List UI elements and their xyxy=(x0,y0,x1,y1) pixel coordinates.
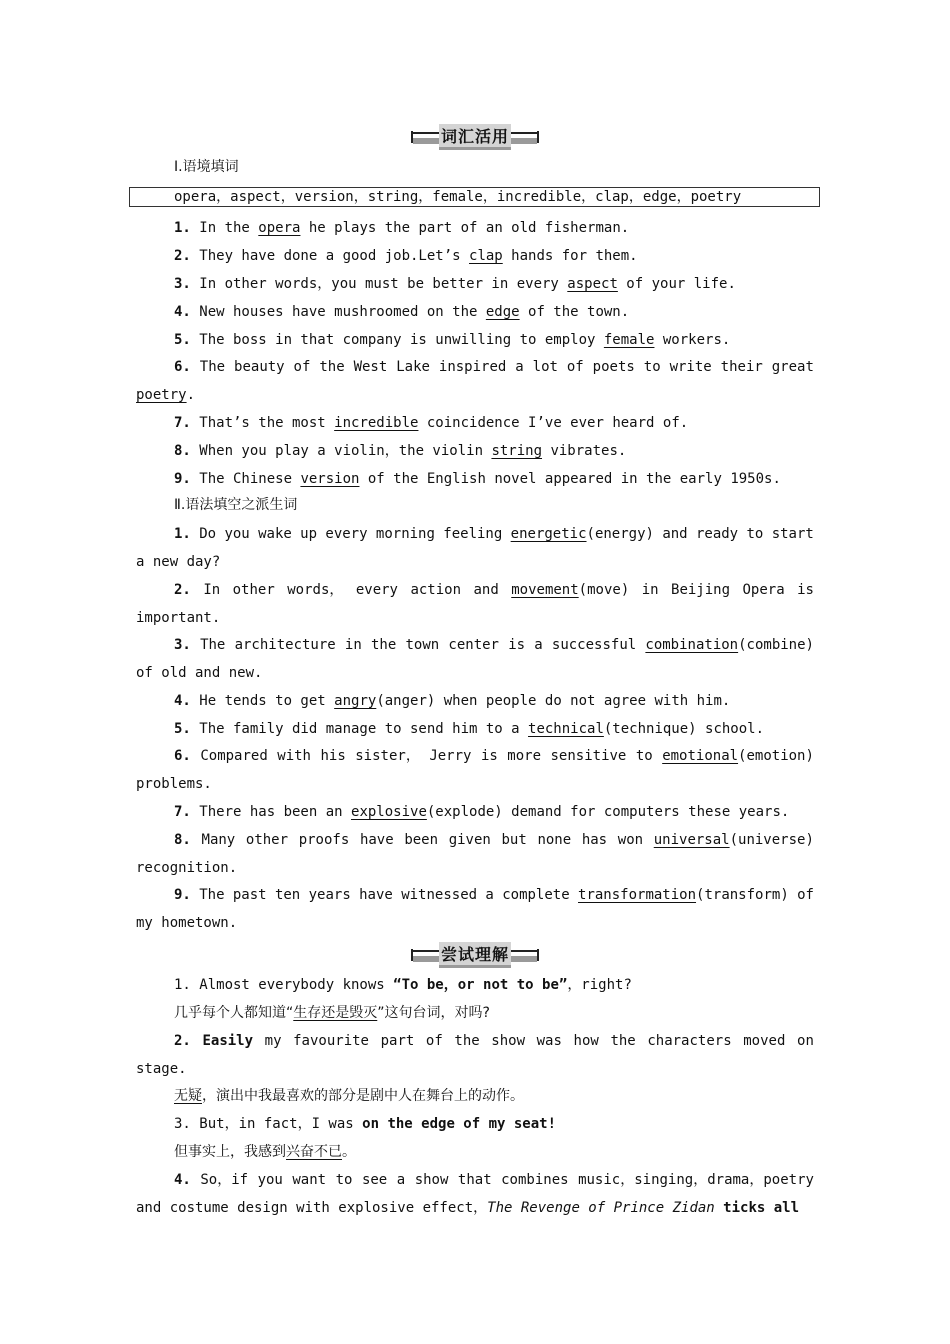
word: to xyxy=(335,1172,353,1188)
word: other xyxy=(232,582,275,598)
section-header-vocabulary xyxy=(0,122,950,152)
exercise-line-justified xyxy=(174,524,814,544)
word: Jerry xyxy=(429,748,472,764)
word: center xyxy=(448,637,499,653)
word: Compared xyxy=(200,748,268,764)
word: a xyxy=(515,359,524,375)
word: Opera xyxy=(742,582,785,598)
word: past xyxy=(232,887,267,903)
exercise-line-continued: poetry. xyxy=(136,387,196,403)
exercise-line-continued: recognition. xyxy=(136,860,238,876)
sentence-1-cn: 几乎每个人都知道“生存还是毁灭”这句台词，对吗? xyxy=(174,1005,490,1021)
word: transformation(transform) xyxy=(578,887,789,903)
word: proofs xyxy=(298,832,350,848)
answer-word: emotional xyxy=(662,748,739,764)
item-number: 9. xyxy=(174,471,191,487)
exercise-line: 4. He tends to get angry(anger) when people do not agree with him. xyxy=(174,693,731,709)
word: to xyxy=(746,526,764,542)
answer-word: transformation xyxy=(578,887,697,903)
word: write xyxy=(669,359,712,375)
word: Many xyxy=(201,832,236,848)
exercise-line-continued: a new day? xyxy=(136,554,221,570)
exercise-line: 5. The family did manage to send him to a technical(technique) school. xyxy=(174,721,765,737)
answer-word: aspect xyxy=(567,276,618,292)
word: but xyxy=(501,832,527,848)
word: In xyxy=(203,582,221,598)
word: 3. xyxy=(174,637,191,653)
word: their xyxy=(720,359,763,375)
word: have xyxy=(359,832,394,848)
word: the xyxy=(370,637,397,653)
word: So，if xyxy=(200,1172,249,1188)
word: that xyxy=(457,1172,492,1188)
word: town xyxy=(405,637,440,653)
word: with xyxy=(277,748,311,764)
exercise-line: 8. When you play a violin，the violin string vibrates. xyxy=(174,443,627,459)
word: wake xyxy=(258,526,292,542)
word: ten xyxy=(274,887,301,903)
item-number: 1. xyxy=(174,220,191,236)
sentence-2-en-line2: stage. xyxy=(136,1061,187,1077)
answer-word: angry xyxy=(334,693,377,709)
word: every xyxy=(325,526,368,542)
exercise-line-justified xyxy=(174,357,814,377)
section-header-text: 尝试理解 xyxy=(439,942,511,968)
word: was xyxy=(536,1033,562,1049)
item-number: 7. xyxy=(174,804,191,820)
word: in xyxy=(641,582,659,598)
word: my xyxy=(264,1033,282,1049)
word: show xyxy=(414,1172,449,1188)
word: 6. xyxy=(174,748,191,764)
exercise-line-justified xyxy=(174,635,814,655)
word: more xyxy=(507,748,542,764)
section-header-understanding xyxy=(0,940,950,970)
word: The xyxy=(199,887,225,903)
word: has xyxy=(581,832,608,848)
word: a xyxy=(534,637,543,653)
sentence-2-en-line1 xyxy=(174,1031,814,1051)
answer-word: string xyxy=(491,443,543,459)
word: 2. xyxy=(174,1033,191,1049)
word: Easily xyxy=(202,1033,254,1049)
word: you xyxy=(224,526,250,542)
sentence-3-cn: 但事实上，我感到兴奋不已。 xyxy=(174,1144,356,1160)
word: to xyxy=(635,748,653,764)
sentence-1-en: 1. Almost everybody knows “To be，or not to be”，right? xyxy=(174,977,632,993)
sentence-4-line2: and costume design with explosive effect，The Revenge of Prince Zidan ticks all xyxy=(136,1200,800,1216)
word: emotional(emotion) xyxy=(662,748,814,764)
answer-word: movement xyxy=(511,582,579,598)
word-bank-box xyxy=(129,187,820,207)
word: up xyxy=(300,526,318,542)
answer-word: combination xyxy=(645,637,739,653)
part1-title: Ⅰ.语境填词 xyxy=(174,159,239,175)
word: great xyxy=(771,359,814,375)
word: feeling xyxy=(443,526,503,542)
exercise-line-justified xyxy=(174,885,814,905)
word: other xyxy=(245,832,289,848)
exercise-line: 5. The boss in that company is unwilling to employ female workers. xyxy=(174,332,731,348)
word: want xyxy=(292,1172,327,1188)
word: every xyxy=(355,582,398,598)
word: is xyxy=(480,748,498,764)
word: architecture xyxy=(234,637,336,653)
sentence-3-en: 3. But，in fact，I was on the edge of my seat! xyxy=(174,1116,557,1132)
word: a xyxy=(485,887,494,903)
word: lot xyxy=(532,359,558,375)
word: the xyxy=(319,359,345,375)
word: his xyxy=(320,748,346,764)
word: the xyxy=(610,1033,636,1049)
item-number: 7. xyxy=(174,415,191,431)
answer-word: poetry xyxy=(136,387,187,403)
item-number: 8. xyxy=(174,443,191,459)
answer-word: energetic xyxy=(510,526,587,542)
word: 4. xyxy=(174,1172,191,1188)
word: 1. xyxy=(174,526,191,542)
word: movement(move) xyxy=(511,582,630,598)
word: how xyxy=(573,1033,599,1049)
word: favourite xyxy=(293,1033,369,1049)
word: given xyxy=(448,832,491,848)
exercise-line: 3. In other words，you must be better in every aspect of your life. xyxy=(174,276,736,292)
item-number: 4. xyxy=(174,304,191,320)
word: to xyxy=(643,359,661,375)
answer-word: explosive xyxy=(351,804,427,820)
word: characters xyxy=(647,1033,732,1049)
answer-word: version xyxy=(300,471,360,487)
word: won xyxy=(617,832,644,848)
word: combines xyxy=(501,1172,569,1188)
word: 8. xyxy=(174,832,191,848)
word: years xyxy=(308,887,351,903)
answer-word: edge xyxy=(485,304,520,320)
exercise-line: 1. In the opera he plays the part of an old fisherman. xyxy=(174,220,630,236)
word: moved xyxy=(743,1033,786,1049)
word: universal(universe) xyxy=(653,832,814,848)
word: none xyxy=(537,832,572,848)
answer-word: clap xyxy=(469,248,503,264)
word: words， xyxy=(287,582,344,598)
exercise-line-continued: important. xyxy=(136,610,221,626)
word: beauty xyxy=(234,359,285,375)
word: 9. xyxy=(174,887,191,903)
word: of xyxy=(425,1033,443,1049)
word: a xyxy=(396,1172,406,1188)
word: show xyxy=(491,1033,526,1049)
answer-word: universal xyxy=(653,832,730,848)
word: morning xyxy=(375,526,435,542)
exercise-line-justified xyxy=(174,746,814,766)
word: been xyxy=(404,832,439,848)
word: West xyxy=(353,359,388,375)
word: 2. xyxy=(174,582,191,598)
word: Do xyxy=(199,526,217,542)
word: energetic(energy) xyxy=(510,526,654,542)
word: The xyxy=(199,359,226,375)
word: the xyxy=(454,1033,480,1049)
word: 6. xyxy=(174,359,191,375)
word: ready xyxy=(695,526,739,542)
word: see xyxy=(361,1172,388,1188)
sentence-2-cn: 无疑，演出中我最喜欢的部分是剧中人在舞台上的动作。 xyxy=(174,1088,524,1104)
word: is xyxy=(797,582,814,598)
word: Lake xyxy=(396,359,430,375)
part2-title: Ⅱ.语法填空之派生词 xyxy=(174,497,298,513)
word: and xyxy=(662,526,688,542)
word: witnessed xyxy=(401,887,478,903)
word: part xyxy=(380,1033,415,1049)
word: of xyxy=(293,359,311,375)
item-number: 3. xyxy=(174,276,191,292)
item-number: 4. xyxy=(174,693,191,709)
word: in xyxy=(344,637,362,653)
word: inspired xyxy=(438,359,507,375)
word: sensitive xyxy=(550,748,627,764)
word: of xyxy=(797,887,814,903)
word: on xyxy=(797,1033,814,1049)
exercise-line-continued: problems. xyxy=(136,776,212,792)
exercise-line: 4. New houses have mushroomed on the edge of the town. xyxy=(174,304,630,320)
word: poets xyxy=(592,359,635,375)
sentence-4-line1 xyxy=(174,1170,814,1190)
section-header-text: 词汇活用 xyxy=(439,124,511,150)
word: of xyxy=(566,359,584,375)
word: The xyxy=(200,637,226,653)
word: complete xyxy=(502,887,570,903)
word: action xyxy=(410,582,462,598)
item-number: 2. xyxy=(174,248,191,264)
word: you xyxy=(257,1172,283,1188)
answer-word: technical xyxy=(528,721,604,737)
exercise-line: 7. There has been an explosive(explode) demand for computers these years. xyxy=(174,804,790,820)
exercise-line-justified xyxy=(174,580,814,600)
word: start xyxy=(771,526,814,542)
answer-word: incredible xyxy=(334,415,419,431)
word: music，singing，drama，poetry xyxy=(578,1172,814,1188)
word-bank: opera，aspect，version，string，female，incredible，clap，edge，poetry xyxy=(174,189,742,205)
word: combination(combine) xyxy=(645,637,814,653)
exercise-line-continued: my hometown. xyxy=(136,915,238,931)
word: and xyxy=(473,582,499,598)
exercise-line: 7. That’s the most incredible coincidence I’ve ever heard of. xyxy=(174,415,689,431)
word: Beijing xyxy=(671,582,731,598)
word: successful xyxy=(551,637,637,653)
exercise-line-continued: of old and new. xyxy=(136,665,263,681)
exercise-line: 2. They have done a good job.Let’s clap hands for them. xyxy=(174,248,638,264)
word: sister， xyxy=(355,748,420,764)
answer-word: opera xyxy=(258,220,301,236)
item-number: 5. xyxy=(174,721,191,737)
word: have xyxy=(359,887,393,903)
item-number: 5. xyxy=(174,332,191,348)
answer-word: female xyxy=(603,332,655,348)
exercise-line-justified xyxy=(174,830,814,850)
word: is xyxy=(508,637,526,653)
exercise-line: 9. The Chinese version of the English novel appeared in the early 1950s. xyxy=(174,471,781,487)
